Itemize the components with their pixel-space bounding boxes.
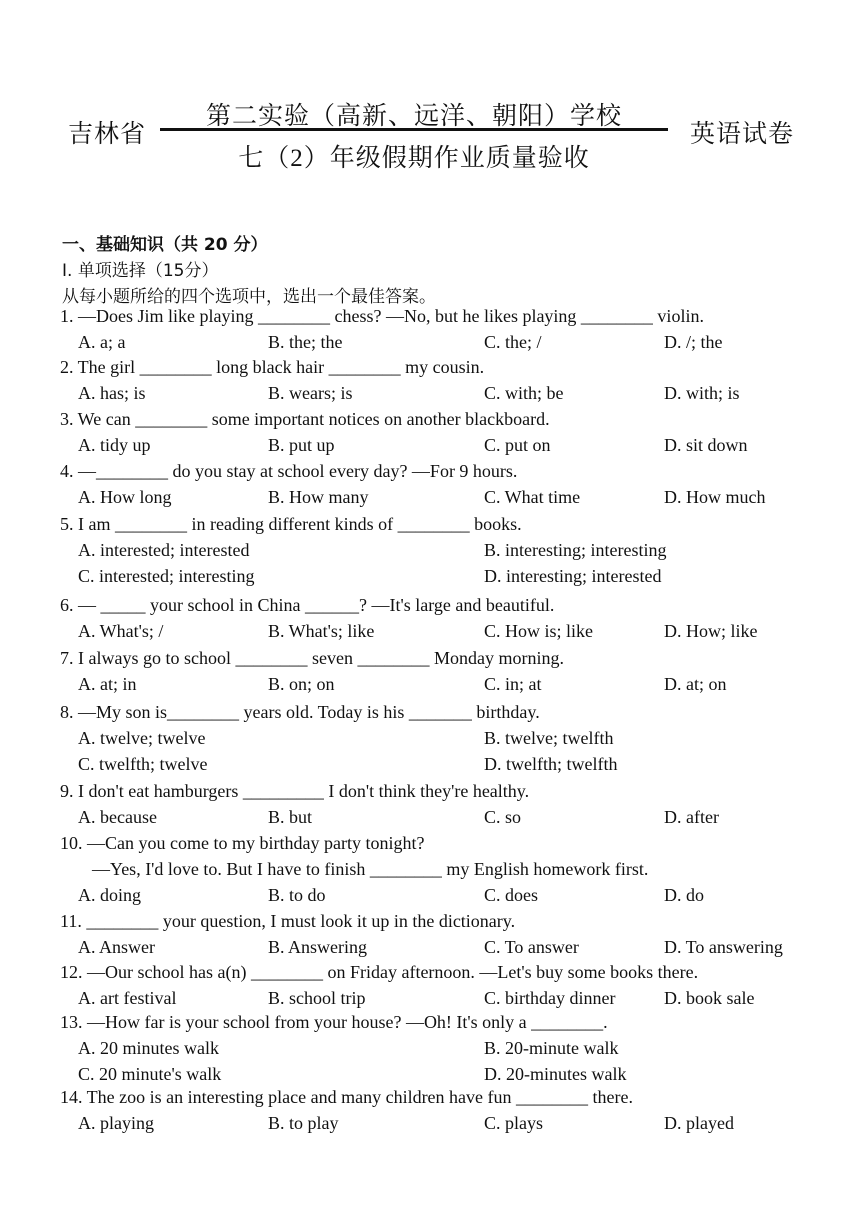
question-4-stem: 4. —________ do you stay at school every day? —For 9 hours.	[60, 461, 518, 481]
question-2-option-c[interactable]: C. with; be	[484, 383, 564, 403]
question-13-option-d[interactable]: D. 20-minutes walk	[484, 1064, 627, 1084]
question-14-option-b[interactable]: B. to play	[268, 1113, 339, 1133]
question-8-stem: 8. —My son is________ years old. Today is his _______ birthday.	[60, 702, 540, 722]
question-7-stem: 7. I always go to school ________ seven ________ Monday morning.	[60, 648, 564, 668]
exam-subtitle: 七（2）年级假期作业质量验收	[238, 145, 590, 172]
question-7-option-c[interactable]: C. in; at	[484, 674, 542, 694]
question-8-option-c[interactable]: C. twelfth; twelve	[78, 754, 208, 774]
question-4-option-b[interactable]: B. How many	[268, 487, 369, 507]
question-7-option-b[interactable]: B. on; on	[268, 674, 335, 694]
question-11-option-c[interactable]: C. To answer	[484, 937, 579, 957]
question-5-option-b[interactable]: B. interesting; interesting	[484, 540, 667, 560]
question-9-option-c[interactable]: C. so	[484, 807, 522, 827]
question-3-stem: 3. We can ________ some important notices on another blackboard.	[60, 409, 550, 429]
question-11-stem: 11. ________ your question, I must look it up in the dictionary.	[60, 911, 516, 931]
question-10-option-c[interactable]: C. does	[484, 885, 538, 905]
question-4-option-a[interactable]: A. How long	[78, 487, 172, 507]
question-3-option-c[interactable]: C. put on	[484, 435, 551, 455]
part-title: I. 单项选择（15分）	[62, 261, 219, 281]
section-title: 一、基础知识（共 20 分）	[62, 235, 268, 255]
question-11-option-b[interactable]: B. Answering	[268, 937, 367, 957]
question-1-option-b[interactable]: B. the; the	[268, 332, 343, 352]
question-14-option-c[interactable]: C. plays	[484, 1113, 544, 1133]
question-6-option-d[interactable]: D. How; like	[664, 621, 758, 641]
question-1-option-a[interactable]: A. a; a	[78, 332, 126, 352]
question-13-stem: 13. —How far is your school from your house? —Oh! It's only a ________.	[60, 1012, 608, 1032]
question-13-option-c[interactable]: C. 20 minute's walk	[78, 1064, 222, 1084]
question-5-option-a[interactable]: A. interested; interested	[78, 540, 250, 560]
question-11-option-a[interactable]: A. Answer	[78, 937, 155, 957]
question-2-option-a[interactable]: A. has; is	[78, 383, 146, 403]
question-2-stem: 2. The girl ________ long black hair ________ my cousin.	[60, 357, 485, 377]
question-9-option-b[interactable]: B. but	[268, 807, 313, 827]
question-12-option-a[interactable]: A. art festival	[78, 988, 177, 1008]
question-13-option-a[interactable]: A. 20 minutes walk	[78, 1038, 219, 1058]
question-12-option-c[interactable]: C. birthday dinner	[484, 988, 616, 1008]
question-2-option-d[interactable]: D. with; is	[664, 383, 740, 403]
question-14-option-d[interactable]: D. played	[664, 1113, 734, 1133]
question-12-option-d[interactable]: D. book sale	[664, 988, 755, 1008]
question-6-option-a[interactable]: A. What's; /	[78, 621, 164, 641]
question-14-stem: 14. The zoo is an interesting place and many children have fun ________ there.	[60, 1087, 633, 1107]
question-5-option-c[interactable]: C. interested; interesting	[78, 566, 255, 586]
question-10-option-a[interactable]: A. doing	[78, 885, 141, 905]
question-8-option-d[interactable]: D. twelfth; twelfth	[484, 754, 618, 774]
question-7-option-a[interactable]: A. at; in	[78, 674, 137, 694]
province-label: 吉林省	[68, 121, 147, 148]
question-4-option-d[interactable]: D. How much	[664, 487, 766, 507]
question-9-option-a[interactable]: A. because	[78, 807, 157, 827]
question-10-option-b[interactable]: B. to do	[268, 885, 326, 905]
question-12-option-b[interactable]: B. school trip	[268, 988, 366, 1008]
question-2-option-b[interactable]: B. wears; is	[268, 383, 353, 403]
school-name: 第二实验（高新、远洋、朝阳）学校	[205, 103, 622, 130]
question-12-stem: 12. —Our school has a(n) ________ on Friday afternoon. —Let's buy some books there.	[60, 962, 699, 982]
header-divider	[160, 128, 668, 131]
question-8-option-b[interactable]: B. twelve; twelfth	[484, 728, 614, 748]
question-6-option-c[interactable]: C. How is; like	[484, 621, 594, 641]
question-8-option-a[interactable]: A. twelve; twelve	[78, 728, 206, 748]
question-11-option-d[interactable]: D. To answering	[664, 937, 783, 957]
question-3-option-b[interactable]: B. put up	[268, 435, 335, 455]
question-6-option-b[interactable]: B. What's; like	[268, 621, 375, 641]
question-10-option-d[interactable]: D. do	[664, 885, 704, 905]
question-3-option-a[interactable]: A. tidy up	[78, 435, 151, 455]
question-10-stem-line-2: —Yes, I'd love to. But I have to finish ________ my English homework first.	[92, 859, 649, 879]
question-1-stem: 1. —Does Jim like playing ________ chess? —No, but he likes playing ________ violin.	[60, 306, 704, 326]
question-9-option-d[interactable]: D. after	[664, 807, 719, 827]
question-7-option-d[interactable]: D. at; on	[664, 674, 727, 694]
question-4-option-c[interactable]: C. What time	[484, 487, 581, 507]
question-9-stem: 9. I don't eat hamburgers _________ I don't think they're healthy.	[60, 781, 530, 801]
question-14-option-a[interactable]: A. playing	[78, 1113, 154, 1133]
question-13-option-b[interactable]: B. 20-minute walk	[484, 1038, 619, 1058]
question-1-option-d[interactable]: D. /; the	[664, 332, 723, 352]
question-3-option-d[interactable]: D. sit down	[664, 435, 748, 455]
question-6-stem: 6. — _____ your school in China ______? —It's large and beautiful.	[60, 595, 555, 615]
question-5-option-d[interactable]: D. interesting; interested	[484, 566, 662, 586]
question-5-stem: 5. I am ________ in reading different kinds of ________ books.	[60, 514, 522, 534]
question-1-option-c[interactable]: C. the; /	[484, 332, 542, 352]
subject-label: 英语试卷	[690, 121, 795, 148]
question-10-stem: 10. —Can you come to my birthday party tonight?	[60, 833, 425, 853]
instructions: 从每小题所给的四个选项中，选出一个最佳答案。	[62, 287, 436, 307]
